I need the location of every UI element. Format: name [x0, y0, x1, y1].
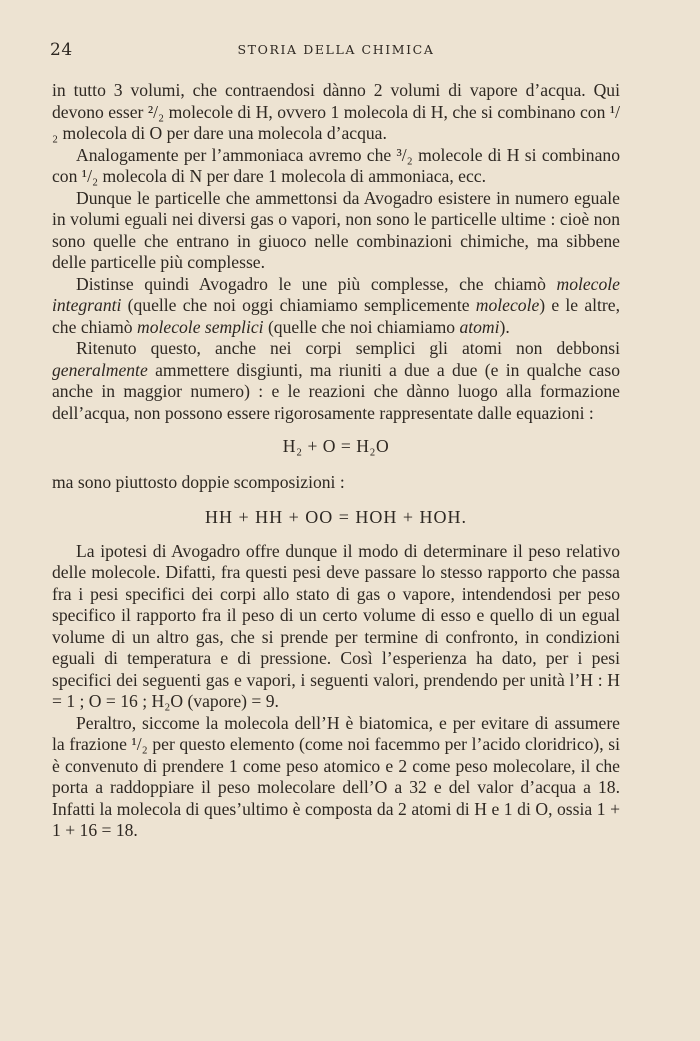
text-segment: Distinse quindi Avogadro le une più complesse, che chiamò: [76, 273, 557, 294]
transition-sentence: ma sono piuttosto doppie scomposizioni :: [52, 471, 345, 492]
text-segment: Peraltro, siccome la molecola dell’H è biatomica, e per evitare di assumere la frazione ¹/₂ per questo elemento (come noi facemmo per l’acido cloridrico), si è convenuto di prendere 1 come peso atomico e 2 come peso molecolare, il che porta a raddoppiare il peso molecolare dell’O a 32 e del valor d’acqua a 18. Infatti la molecola di ques’ultimo è composta da 2 atomi di H e 1 di O, ossia 1 + 1 + 16 = 18.: [52, 712, 620, 840]
italic-term: atomi: [459, 316, 500, 337]
text-segment: (quelle che noi oggi chiamiamo semplicemente: [121, 295, 476, 315]
italic-term: molecole semplici: [137, 316, 264, 337]
text-segment: ammettere disgiunti, ma riuniti a due a due (e in qualche caso anche in maggior numero) : e le reazioni che dànno luogo alla formazione dell’acqua, non possono essere rigorosamente rappresentate dalle equazioni :: [52, 359, 620, 423]
body-text: [52, 80, 620, 842]
text-segment: (quelle che noi chiamiamo: [263, 316, 460, 337]
paragraph-p2: [52, 145, 620, 188]
italic-term: molecole: [475, 295, 540, 315]
text-block-after-equations: [52, 541, 620, 842]
paragraph-p3: [52, 188, 620, 274]
paragraph-p1: [52, 80, 620, 145]
text-segment: in tutto 3 volumi, che contraendosi dànno 2 volumi di vapore d’acqua. Qui devono esser ²/₂ molecole di H, ovvero 1 molecola di H, che si combinano con ¹/₂ molecola di O per dare una molecola d’acqua.: [52, 80, 620, 143]
running-head: STORIA DELLA CHIMICA: [237, 42, 435, 57]
text-segment: Analogamente per l’ammoniaca avremo che ³/₂ molecole di H si combinano con ¹/₂ molecola di N per dare 1 molecola di ammoniaca, ecc.: [52, 144, 620, 186]
text-block-before-equations: [52, 80, 620, 424]
page-number: 24: [50, 40, 73, 60]
equation-water-formation: H₂ + O = H₂O: [282, 436, 390, 456]
paragraph-p4: [52, 274, 620, 339]
text-segment: Ritenuto questo, anche nei corpi semplici gli atomi non debbonsi: [76, 338, 620, 358]
paragraph-p5: [52, 338, 620, 424]
page-header: [52, 40, 620, 62]
italic-term: generalmente: [52, 359, 148, 380]
text-segment: La ipotesi di Avogadro offre dunque il modo di determinare il peso relativo delle molecole. Difatti, fra questi pesi deve passare lo stesso rapporto che passa fra i pesi specifici dei corpi allo stato di gas o vapore, intendendosi per peso specifico il rapporto fra il peso di un certo volume di esso e quello di un egual volume di un altro gas, che si prende per termine di confronto, in condizioni eguali di temperatura e di pressione. Così l’esperienza ha dato, per i pesi specifici dei seguenti gas e vapori, i seguenti valori, prendendo per unità l’H : H = 1 ; O = 16 ; H₂O (vapore) = 9.: [52, 540, 620, 711]
paragraph-p6: [52, 541, 620, 713]
text-segment: Dunque le particelle che ammettonsi da Avogadro esistere in numero eguale in volumi eguali nei diversi gas o vapori, non sono le particelle ultime : cioè non sono quelle che entrano in giuoco nelle combinazioni chimiche, ma sibbene delle particelle più complesse.: [52, 187, 620, 272]
text-segment: ) e le altre, che chiamò: [52, 295, 621, 337]
italic-term: molecole integranti: [52, 273, 620, 315]
text-segment: ).: [499, 316, 510, 337]
book-page: [52, 40, 620, 842]
equation-double-decomposition: HH + HH + OO = HOH + HOH.: [204, 507, 468, 527]
paragraph-p7: [52, 713, 620, 842]
